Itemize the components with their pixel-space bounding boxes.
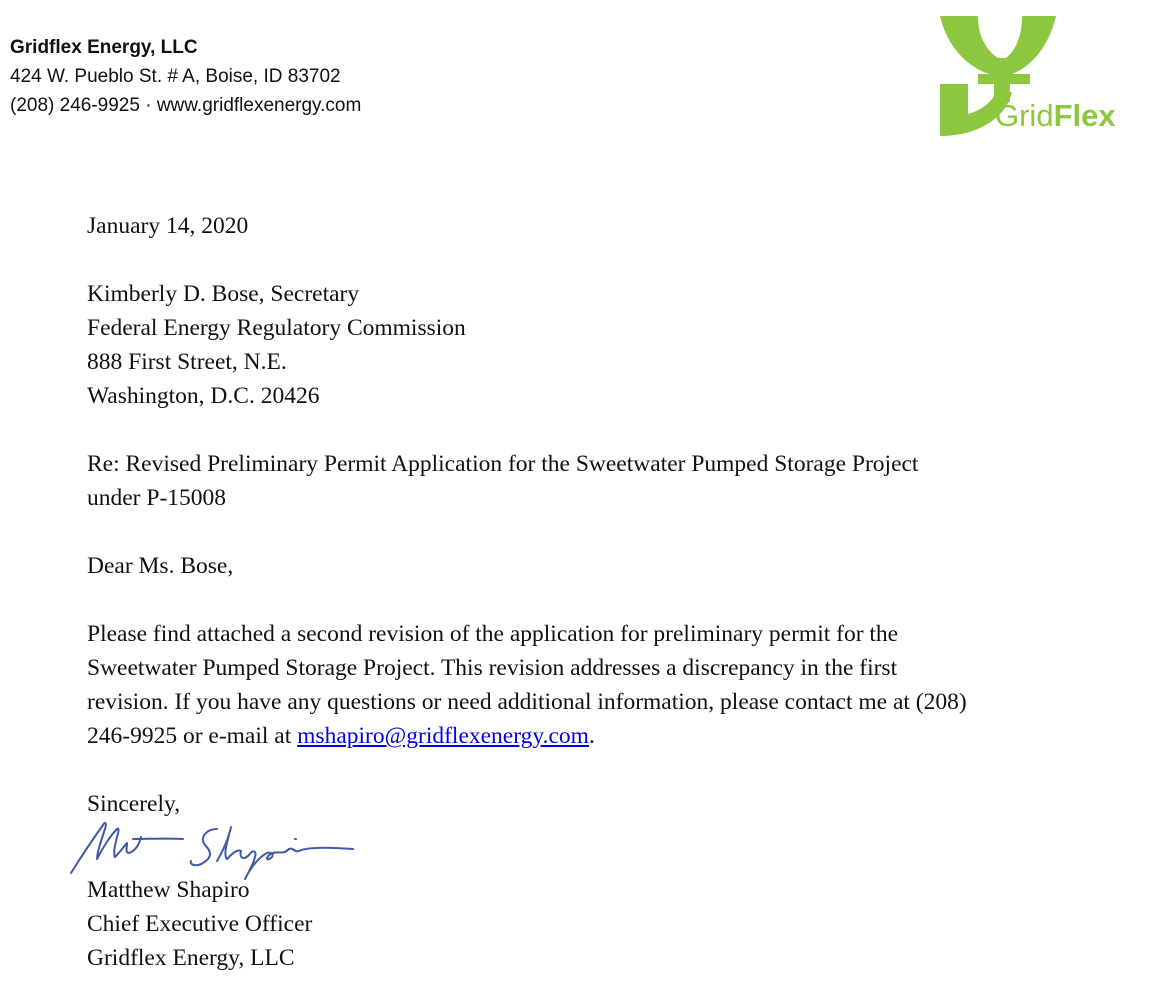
logo-text-grid: Grid bbox=[995, 98, 1054, 133]
recipient-line: Washington, D.C. 20426 bbox=[87, 383, 320, 409]
company-address: 424 W. Pueblo St. # A, Boise, ID 83702 bbox=[10, 66, 341, 87]
salutation: Dear Ms. Bose, bbox=[87, 553, 234, 579]
body-line bbox=[87, 719, 1107, 753]
gridflex-logo bbox=[938, 14, 1142, 138]
signer-block bbox=[87, 873, 1107, 975]
company-name: Gridflex Energy, LLC bbox=[10, 37, 198, 58]
recipient-line: 888 First Street, N.E. bbox=[87, 349, 287, 375]
body-paragraph bbox=[87, 617, 1107, 753]
body-line: revision. If you have any questions or need additional information, please contact me at (208) bbox=[87, 689, 967, 715]
logo-text-flex: Flex bbox=[1053, 98, 1116, 133]
email-link[interactable]: mshapiro@gridflexenergy.com bbox=[297, 723, 589, 749]
signer-title: Chief Executive Officer bbox=[87, 911, 313, 937]
recipient-line: Kimberly D. Bose, Secretary bbox=[87, 281, 360, 307]
signer-company: Gridflex Energy, LLC bbox=[87, 945, 295, 971]
signer-name: Matthew Shapiro bbox=[87, 877, 250, 903]
body-line-end: . bbox=[588, 723, 595, 749]
subject-line bbox=[87, 447, 1107, 515]
subject-line-1: Re: Revised Preliminary Permit Application for the Sweetwater Pumped Storage Project bbox=[87, 451, 919, 477]
closing: Sincerely, bbox=[87, 791, 181, 817]
body-line-text: 246-9925 or e-mail at bbox=[87, 723, 298, 749]
letter-body bbox=[87, 209, 1107, 975]
recipient-block bbox=[87, 277, 1107, 413]
recipient-line: Federal Energy Regulatory Commission bbox=[87, 315, 466, 341]
subject-line-2: under P-15008 bbox=[87, 485, 227, 511]
letterhead bbox=[10, 33, 361, 120]
signature-image bbox=[67, 817, 357, 881]
letter-date: January 14, 2020 bbox=[87, 213, 249, 239]
body-line: Please find attached a second revision of the application for preliminary permit for the bbox=[87, 621, 899, 647]
body-line: Sweetwater Pumped Storage Project. This revision addresses a discrepancy in the first bbox=[87, 655, 898, 681]
svg-text:GridFlex bbox=[995, 98, 1116, 133]
company-contact: (208) 246-9925 · www.gridflexenergy.com bbox=[10, 95, 362, 116]
